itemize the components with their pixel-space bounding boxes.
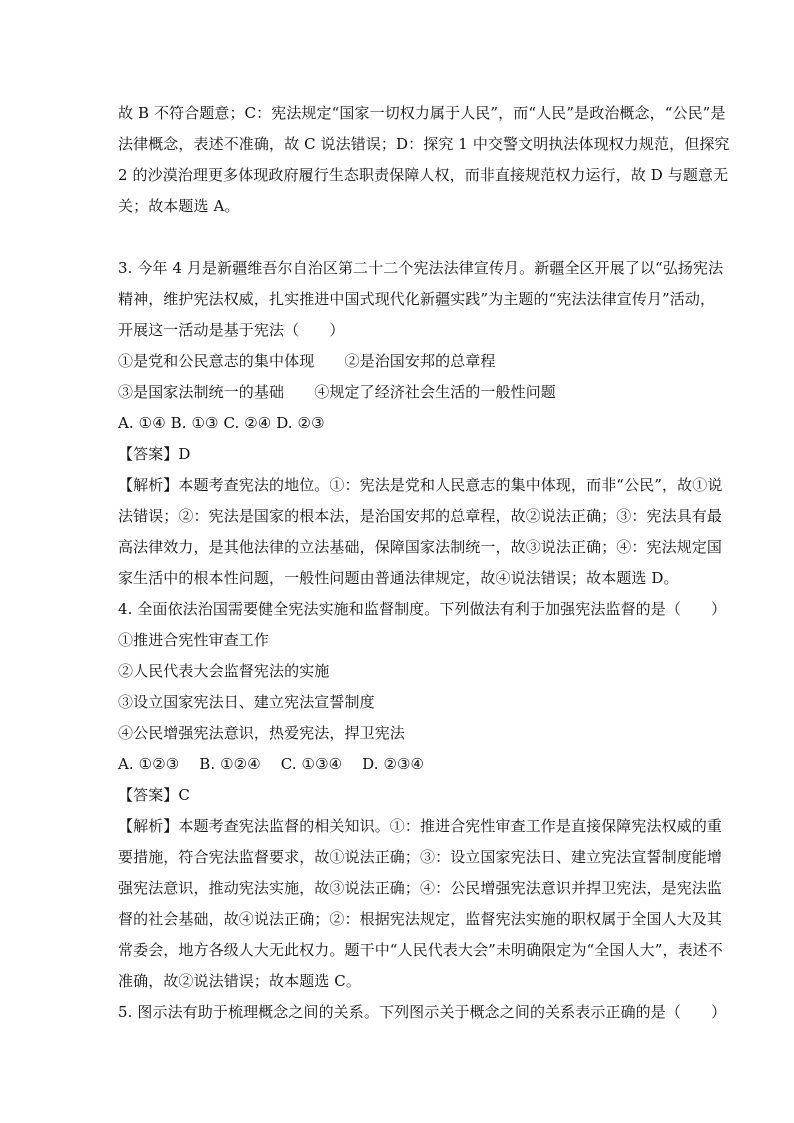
- question-3-answer: 【答案】D: [118, 445, 191, 463]
- question-4-option: ①推进合宪性审查工作: [118, 631, 270, 649]
- question-3-options: ①是党和公民意志的集中体现 ②是治国安邦的总章程: [118, 352, 496, 370]
- question-4-answer: 【答案】C: [118, 786, 190, 804]
- question-3-options: ③是国家法制统一的基础 ④规定了经济社会生活的一般性问题: [118, 383, 556, 401]
- question-4-option: ④公民增强宪法意识，热爱宪法，捍卫宪法: [118, 724, 405, 742]
- question-4-stem: 4. 全面依法治国需要健全宪法实施和监督制度。下列做法有利于加强宪法监督的是（ ）: [118, 600, 727, 618]
- question-4-analysis: 常委会，地方各级人大无此权力。题干中“人民代表大会”未明确限定为“全国人大”，表述不: [118, 941, 723, 959]
- question-3-choices: A. ①④ B. ①③ C. ②④ D. ②③: [118, 414, 325, 432]
- question-3-analysis: 【解析】本题考查宪法的地位。①：宪法是党和人民意志的集中体现，而非“公民”，故①说: [118, 476, 723, 494]
- question-4-analysis: 准确，故②说法错误；故本题选 C。: [118, 972, 361, 990]
- question-4-option: ②人民代表大会监督宪法的实施: [118, 662, 330, 680]
- question-4-analysis: 强宪法意识，推动宪法实施，故③说法正确；④：公民增强宪法意识并捍卫宪法，是宪法监: [118, 879, 723, 897]
- question-5-stem: 5. 图示法有助于梳理概念之间的关系。下列图示关于概念之间的关系表示正确的是（ ）: [118, 1003, 727, 1021]
- question-3-analysis: 家生活中的根本性问题，一般性问题由普通法律规定，故④说法错误；故本题选 D。: [118, 569, 679, 587]
- question-4-analysis: 【解析】本题考查宪法监督的相关知识。①：推进合宪性审查工作是直接保障宪法权威的重: [118, 817, 723, 835]
- question-3-stem: 3. 今年 4 月是新疆维吾尔自治区第二十二个宪法法律宣传月。新疆全区开展了以“弘扬宪法: [118, 259, 724, 277]
- question-4-analysis: 要措施，符合宪法监督要求，故①说法正确；③：设立国家宪法日、建立宪法宣誓制度能增: [118, 848, 723, 866]
- question-4-analysis: 督的社会基础，故④说法正确；②：根据宪法规定，监督宪法实施的职权属于全国人大及其: [118, 910, 723, 928]
- question-4-option: ③设立国家宪法日、建立宪法宣誓制度: [118, 693, 375, 711]
- text-line: 关；故本题选 A。: [118, 197, 240, 215]
- question-3-analysis: 高法律效力，是其他法律的立法基础，保障国家法制统一，故③说法正确；④：宪法规定国: [118, 538, 723, 556]
- question-4-choices: A. ①②③ B. ①②④ C. ①③④ D. ②③④: [118, 755, 425, 773]
- question-3-analysis: 法错误；②：宪法是国家的根本法，是治国安邦的总章程，故②说法正确；③：宪法具有最: [118, 507, 723, 525]
- text-line: 2 的沙漠治理更多体现政府履行生态职责保障人权，而非直接规范权力运行，故 D 与题意无: [118, 166, 729, 184]
- question-3-stem: 精神，维护宪法权威，扎实推进中国式现代化新疆实践”为主题的“宪法法律宣传月”活动，: [118, 290, 716, 308]
- text-line: 故 B 不符合题意；C：宪法规定“国家一切权力属于人民”，而“人民”是政治概念，“公民”是: [118, 104, 726, 122]
- question-3-stem: 开展这一活动是基于宪法（ ）: [118, 321, 345, 339]
- text-line: 法律概念，表述不准确，故 C 说法错误；D：探究 1 中交警文明执法体现权力规范，但探究: [118, 135, 730, 153]
